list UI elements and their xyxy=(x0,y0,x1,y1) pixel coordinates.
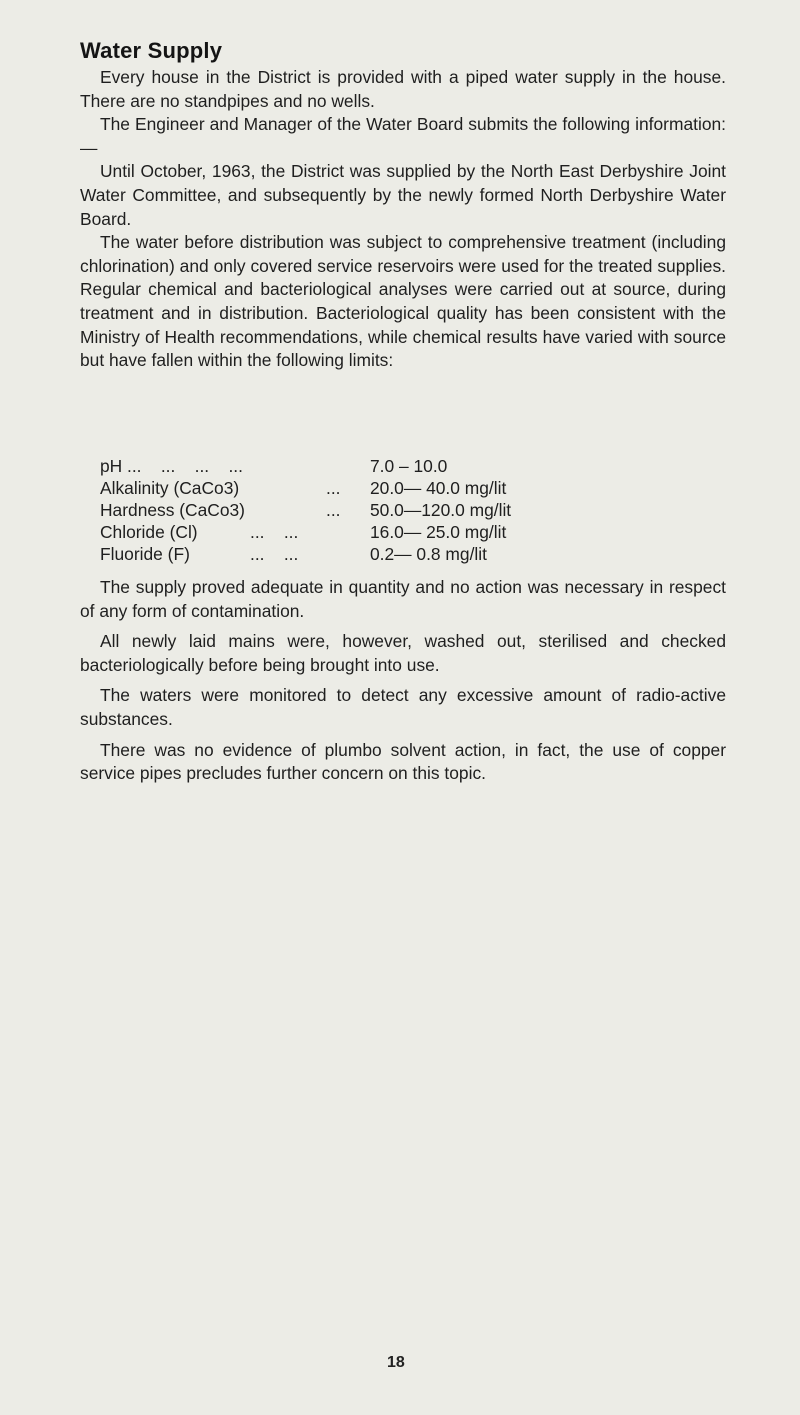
limit-param: Hardness (CaCo3) xyxy=(100,500,245,520)
limit-param: Chloride (Cl) xyxy=(100,522,198,542)
intro-text xyxy=(80,66,726,373)
leader-dots: ... xyxy=(326,500,341,520)
limit-row-alkalinity xyxy=(100,477,700,499)
section-heading: Water Supply xyxy=(80,38,223,63)
limit-row-hardness xyxy=(100,499,700,521)
limit-row-ph xyxy=(100,455,700,477)
leader-dots: ... ... xyxy=(250,544,299,564)
limit-param: Alkalinity (CaCo3) xyxy=(100,478,240,498)
limit-range: 20.0— 40.0 mg/lit xyxy=(370,478,507,498)
limit-range: 16.0— 25.0 mg/lit xyxy=(370,522,507,542)
chemical-limits-table xyxy=(100,455,700,565)
paragraph-engineer-info: The Engineer and Manager of the Water Board submits the following information:— xyxy=(80,114,726,158)
leader-dots: ... xyxy=(326,478,341,498)
limit-range: 50.0—120.0 mg/lit xyxy=(370,500,512,520)
limit-param: Fluoride (F) xyxy=(100,544,190,564)
limit-range: 0.2— 0.8 mg/lit xyxy=(370,544,487,564)
paragraph-adequacy: The supply proved adequate in quantity and no action was necessary in respect of any form of contamination. xyxy=(80,577,726,621)
closing-text xyxy=(80,576,726,793)
page-number: 18 xyxy=(387,1354,405,1371)
limit-row-fluoride xyxy=(100,543,700,565)
leader-dots: ... ... ... ... xyxy=(127,456,243,476)
leader-dots: ... ... xyxy=(250,522,299,542)
paragraph-treatment: The water before distribution was subject to comprehensive treatment (including chlorination) and only covered service reservoirs were used for the treated supplies. Regular chemical and bacteriological analyses were carried out at source, during treatment and in distribution. Bacteriological quality has been consistent with the Ministry of Health recommendations, while chemical results have varied with source but have fallen within the following limits: xyxy=(80,232,726,371)
limit-param: pH xyxy=(100,456,123,476)
paragraph-house-supply: Every house in the District is provided with a piped water supply in the house. There are no standpipes and no wells. xyxy=(80,67,726,111)
paragraph-radioactive: The waters were monitored to detect any excessive amount of radio-active substances. xyxy=(80,685,726,729)
limit-range: 7.0 – 10.0 xyxy=(370,456,448,476)
paragraph-mains: All newly laid mains were, however, washed out, sterilised and checked bacteriologically before being brought into use. xyxy=(80,631,726,675)
paragraph-plumbo-solvent: There was no evidence of plumbo solvent action, in fact, the use of copper service pipes precludes further concern on this topic. xyxy=(80,739,726,784)
paragraph-supply-history: Until October, 1963, the District was supplied by the North East Derbyshire Joint Water Committee, and subsequently by the newly formed North Derbyshire Water Board. xyxy=(80,161,726,229)
limit-row-chloride xyxy=(100,521,700,543)
